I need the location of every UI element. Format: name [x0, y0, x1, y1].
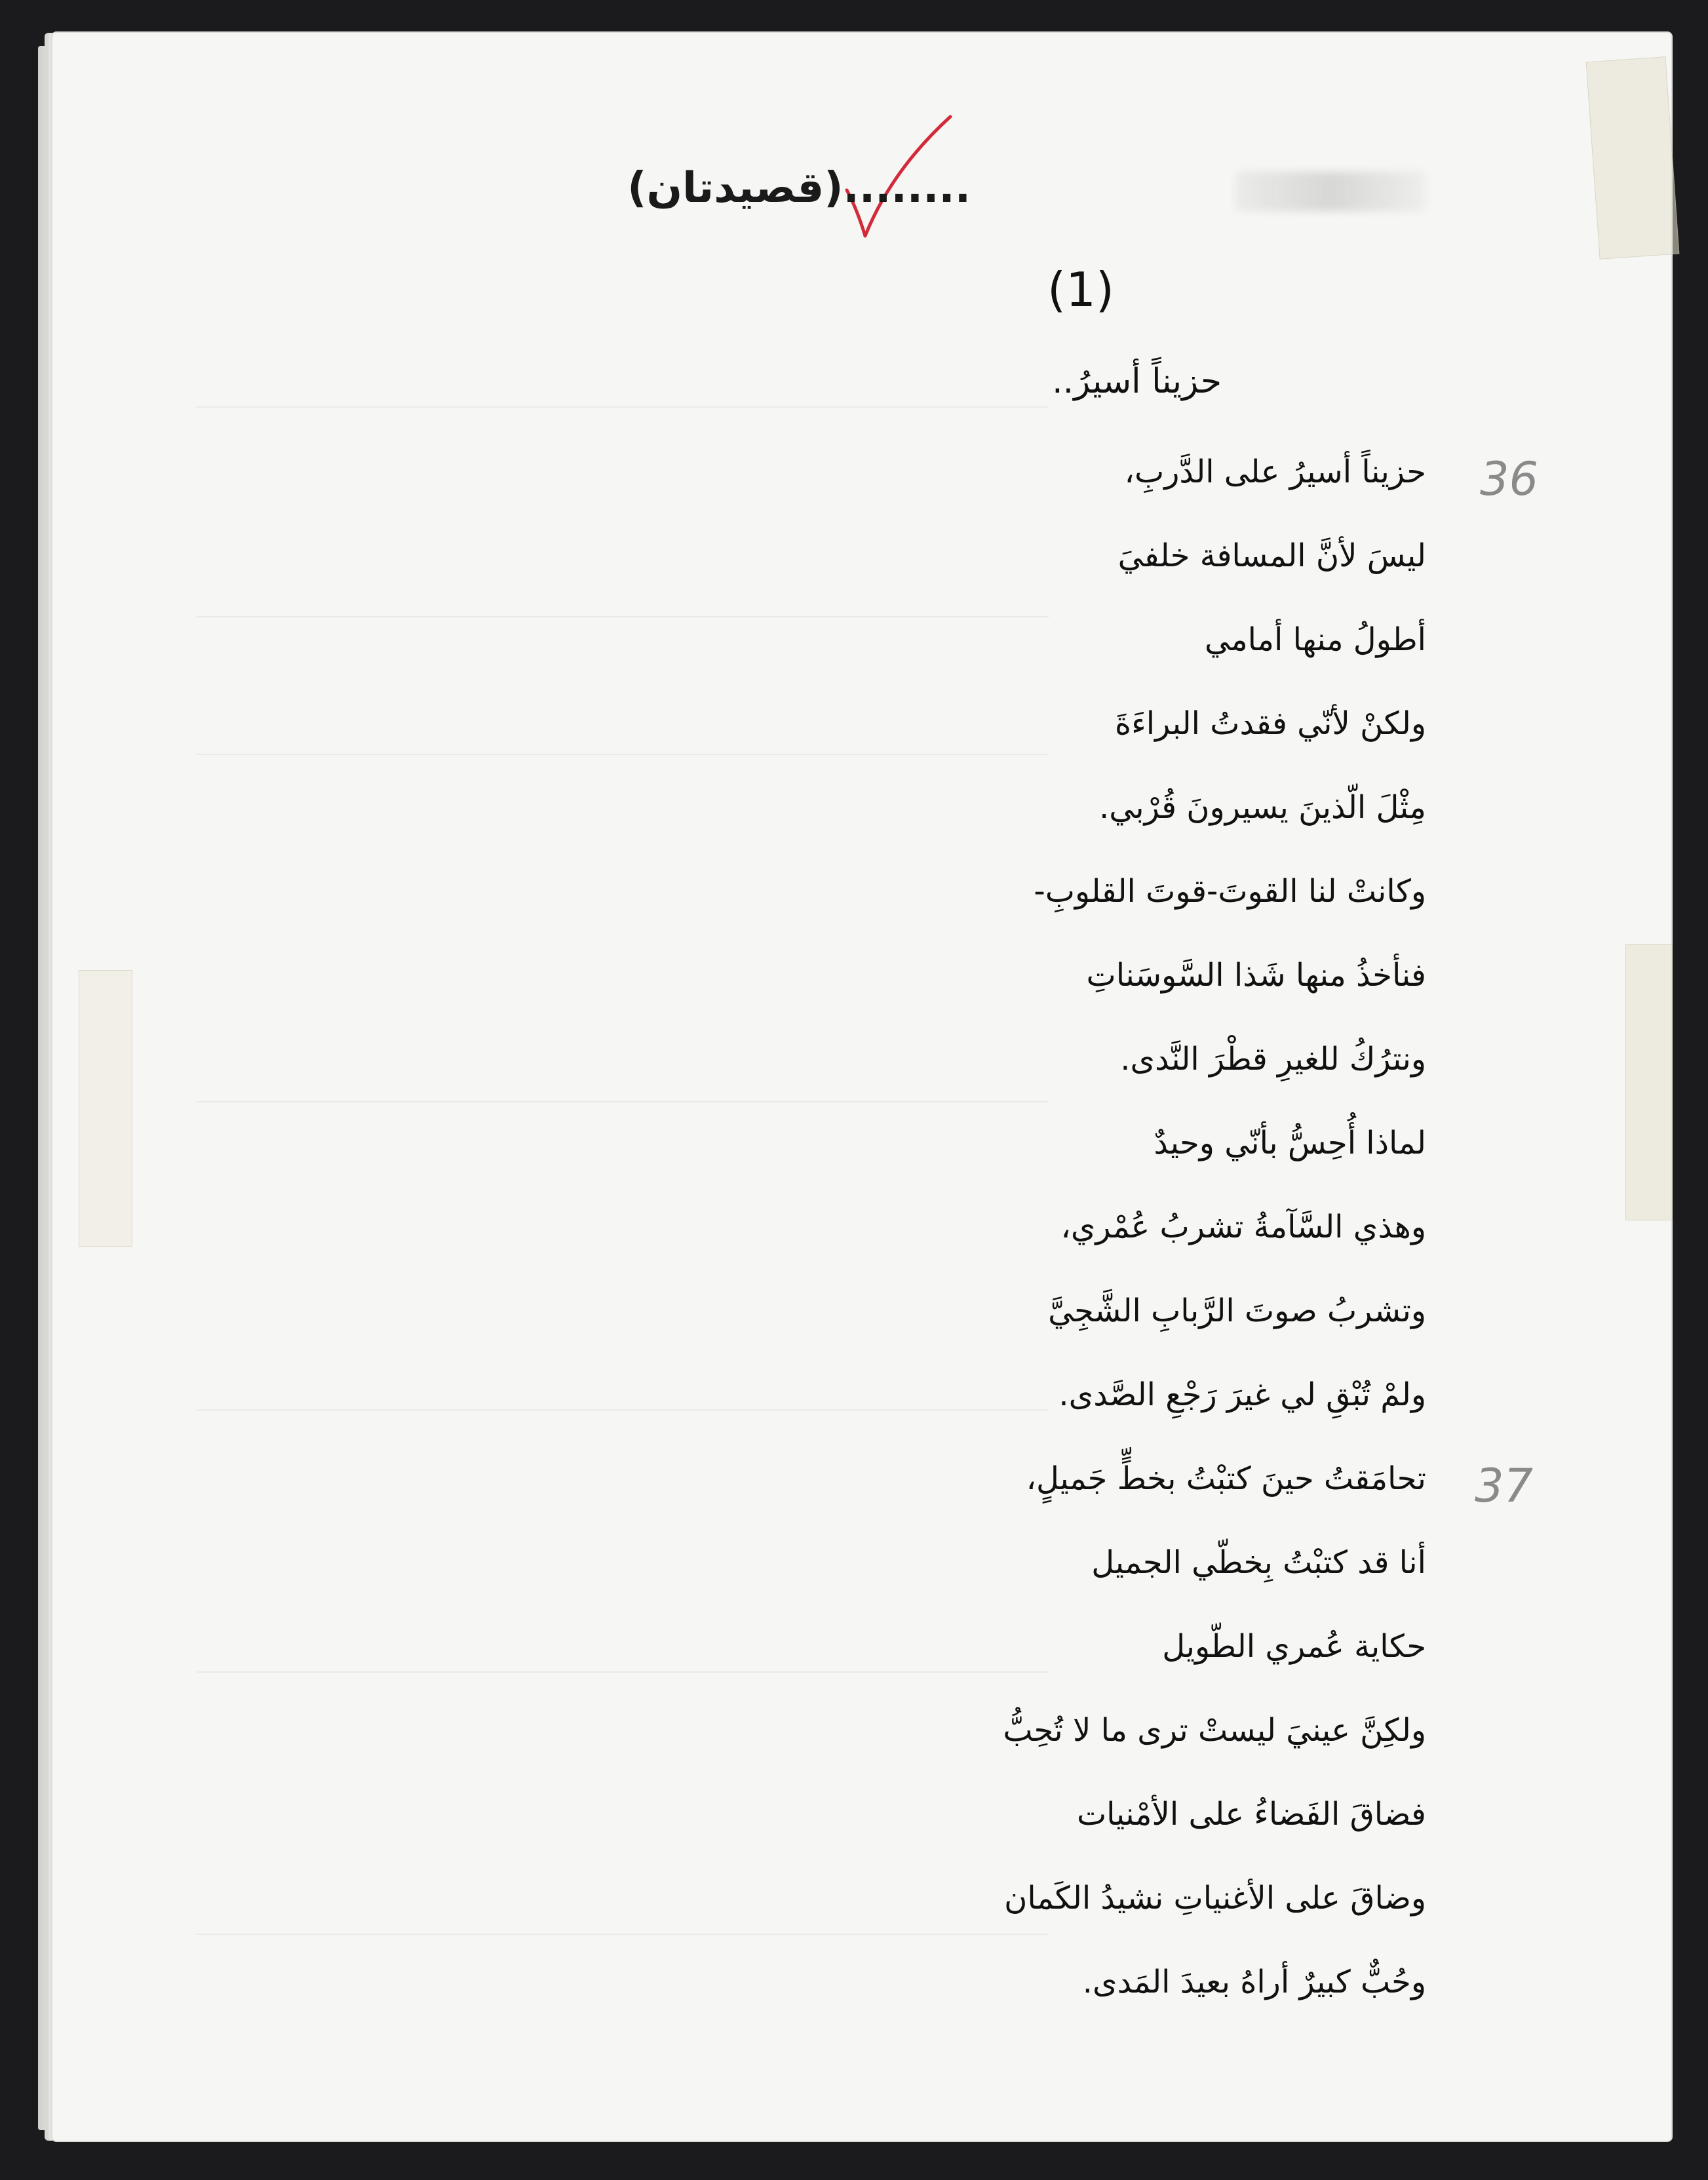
ruled-line [197, 616, 1049, 617]
verse-line: وحُبٌّ كبيرٌ أراهُ بعيدَ المَدى. [1082, 1964, 1426, 2000]
poem-number: (1) [1047, 262, 1114, 317]
margin-page-number: 37 [1475, 1459, 1534, 1513]
verse-line: فضاقَ الفَضاءُ على الأمْنيات [1076, 1796, 1426, 1833]
verse-line: ونترُكُ للغيرِ قطْرَ النَّدى. [1120, 1041, 1426, 1078]
tape-strip-top-right [1586, 56, 1680, 260]
document-title: ........(قصيدتان) [627, 164, 971, 212]
redacted-name [1235, 172, 1426, 211]
tape-strip-left [79, 970, 132, 1247]
ruled-line [197, 1934, 1049, 1935]
verse-line: مِثْلَ الّذينَ يسيرونَ قُرْبي. [1098, 789, 1426, 826]
verse-line: ولكنْ لأنّي فقدتُ البراءَةَ [1115, 705, 1426, 742]
verse-line: تحامَقتُ حينَ كتبْتُ بخطٍّ جَميلٍ، [1026, 1460, 1426, 1497]
ruled-line [197, 1409, 1049, 1411]
verse-line: حكاية عُمري الطّويل [1162, 1628, 1426, 1665]
poem-subtitle: حزيناً أسيرُ.. [1052, 362, 1222, 401]
verse-line: وضاقَ على الأغنياتِ نشيدُ الكَمان [1004, 1880, 1426, 1917]
ruled-line [197, 754, 1049, 755]
verse-line: ولكِنَّ عينيَ ليستْ ترى ما لا تُحِبُّ [1003, 1712, 1426, 1749]
tape-strip-right [1625, 944, 1673, 1220]
margin-page-number: 36 [1480, 452, 1539, 506]
document-page [52, 33, 1671, 2141]
verse-line: وكانتْ لنا القوتَ-قوتَ القلوبِ- [1034, 873, 1426, 910]
verse-line: وهذي السَّآمةُ تشربُ عُمْري، [1060, 1209, 1426, 1245]
verse-line: أنا قد كتبْتُ بِخطّي الجميل [1091, 1544, 1426, 1581]
verse-line: فنأخذُ منها شَذا السَّوسَناتِ [1086, 957, 1426, 994]
ruled-line [197, 1671, 1049, 1673]
verse-line: ليسَ لأنَّ المسافة خلفيَ [1117, 537, 1426, 574]
verse-line: ولمْ تُبْقِ لي غيرَ رَجْعِ الصَّدى. [1058, 1376, 1426, 1413]
ruled-line [197, 1101, 1049, 1102]
verse-line: حزيناً أسيرُ على الدَّربِ، [1124, 454, 1426, 490]
verse-line: أطولُ منها أمامي [1204, 621, 1426, 658]
verse-line: لماذا أُحِسُّ بأنّي وحيدٌ [1154, 1125, 1426, 1161]
verse-line: وتشربُ صوتَ الرَّبابِ الشَّجِيَّ [1048, 1293, 1426, 1329]
ruled-line [197, 406, 1049, 408]
